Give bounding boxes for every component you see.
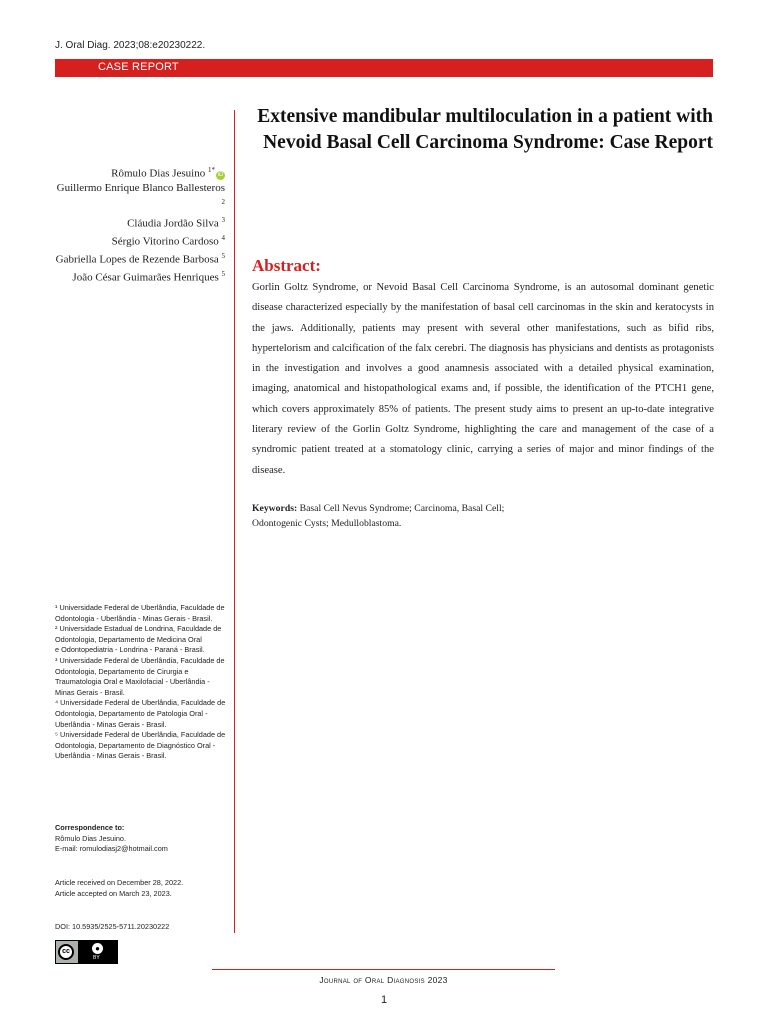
author-2: [55, 181, 225, 213]
author-3: [55, 213, 225, 231]
section-label: CASE REPORT: [98, 61, 179, 73]
author-list: [55, 163, 225, 285]
affiliation-4: ⁴ Universidade Federal de Uberlândia, Faculdade de Odontologia, Departamento de Patologia Oral - Uberlândia - Minas Gerais - Brasil.: [55, 698, 226, 729]
author-6: [55, 267, 225, 285]
keywords: [252, 502, 532, 531]
doi[interactable]: DOI: 10.5935/2525-5711.20230222: [55, 922, 170, 931]
author-name: João César Guimarães Henriques: [72, 271, 219, 284]
accepted-date: Article accepted on March 23, 2023.: [55, 888, 172, 898]
article-title: Extensive mandibular multiloculation in a patient with Nevoid Basal Cell Carcinoma Syndrome: Case Report: [257, 106, 713, 153]
person-icon: ●: [92, 943, 103, 954]
cc-icon: cc: [58, 944, 74, 960]
by-label: BY: [93, 955, 100, 961]
page-number: 1: [380, 994, 388, 1006]
author-name: Gabriella Lopes de Rezende Barbosa: [55, 253, 219, 266]
correspondence: [55, 823, 227, 855]
affiliation-3: ³ Universidade Federal de Uberlândia, Faculdade de Odontologia, Departamento de Cirurgia e Traumatologia Oral e Maxilofacial - Uberlândia - Minas Gerais - Brasil.: [55, 655, 225, 697]
author-name: Cláudia Jordão Silva: [127, 217, 219, 230]
author-affiliation-ref: 5: [221, 270, 225, 279]
author-1: [55, 163, 225, 181]
correspondence-heading: Correspondence to:: [55, 823, 125, 832]
author-affiliation-ref: 5: [221, 252, 225, 261]
author-affiliation-ref: 2: [221, 198, 225, 207]
author-name: Rômulo Dias Jesuino: [111, 167, 206, 180]
author-affiliation-ref: 3: [221, 216, 225, 225]
author-affiliation-ref: 1*: [208, 166, 215, 174]
cc-by-license-icon[interactable]: [55, 940, 118, 964]
footer-journal: Journal of Oral Diagnosis 2023: [319, 975, 448, 985]
abstract-text: Gorlin Goltz Syndrome, or Nevoid Basal Cell Carcinoma Syndrome, is an autosomal dominant genetic disease characterized especially by the manifestation of basal cell carcinomas in the skin and keratocysts in the jaws. Additionally, patients may present with several other manifestations, such as bifid ribs, hypertelorism and calcification of the falx cerebri. The diagnosis has physicians and dentists as protagonists in the investigation and involves a good anamnesis associated with a detailed physical examination, imaging, anatomical and histopathological exams and, if possible, the identification of the PTCH1 gene, which covers approximately 85% of patients. The present study aims to present an up-to-date integrative literary review of the Gorlin Goltz Syndrome, highlighting the care and management of the case of a syndromic patient treated at a stomatology clinic, carrying a series of major and minor findings of the disease.: [252, 282, 714, 476]
correspondence-email[interactable]: E-mail: romulodiasj2@hotmail.com: [55, 844, 168, 854]
by-strip: [78, 941, 117, 963]
author-affiliation-ref: 4: [221, 234, 225, 243]
affiliation-2-cont: e Odontopediatria - Londrina - Paraná - Brasil.: [55, 645, 205, 655]
article-dates: [55, 878, 227, 899]
correspondence-name: Rômulo Dias Jesuino.: [55, 833, 126, 843]
section-banner: [55, 59, 713, 77]
author-name: Guillermo Enrique Blanco Ballesteros: [56, 181, 225, 194]
affiliations: [55, 603, 227, 762]
column-divider: [234, 110, 235, 933]
received-date: Article received on December 28, 2022.: [55, 878, 184, 887]
author-4: [55, 231, 225, 249]
author-name: Sérgio Vitorino Cardoso: [111, 235, 219, 248]
footer-rule: [212, 969, 555, 970]
journal-reference: J. Oral Diag. 2023;08:e20230222.: [55, 40, 206, 51]
author-5: [55, 249, 225, 267]
affiliation-5: ⁵ Universidade Federal de Uberlândia, Faculdade de Odontologia, Departamento de Diagnóstico Oral - Uberlândia - Minas Gerais - Brasil.: [55, 730, 226, 761]
keywords-label: Keywords:: [252, 503, 298, 514]
affiliation-1: ¹ Universidade Federal de Uberlândia, Faculdade de Odontologia - Uberlândia - Minas Gerais - Brasil.: [55, 603, 225, 623]
affiliation-2: ² Universidade Estadual de Londrina, Faculdade de Odontologia, Departamento de Medicina Oral: [55, 624, 222, 644]
abstract-heading: Abstract:: [252, 256, 321, 275]
keywords-text: Basal Cell Nevus Syndrome; Carcinoma, Basal Cell; Odontogenic Cysts; Medulloblastoma.: [252, 503, 505, 529]
orcid-icon[interactable]: iD: [217, 171, 224, 178]
